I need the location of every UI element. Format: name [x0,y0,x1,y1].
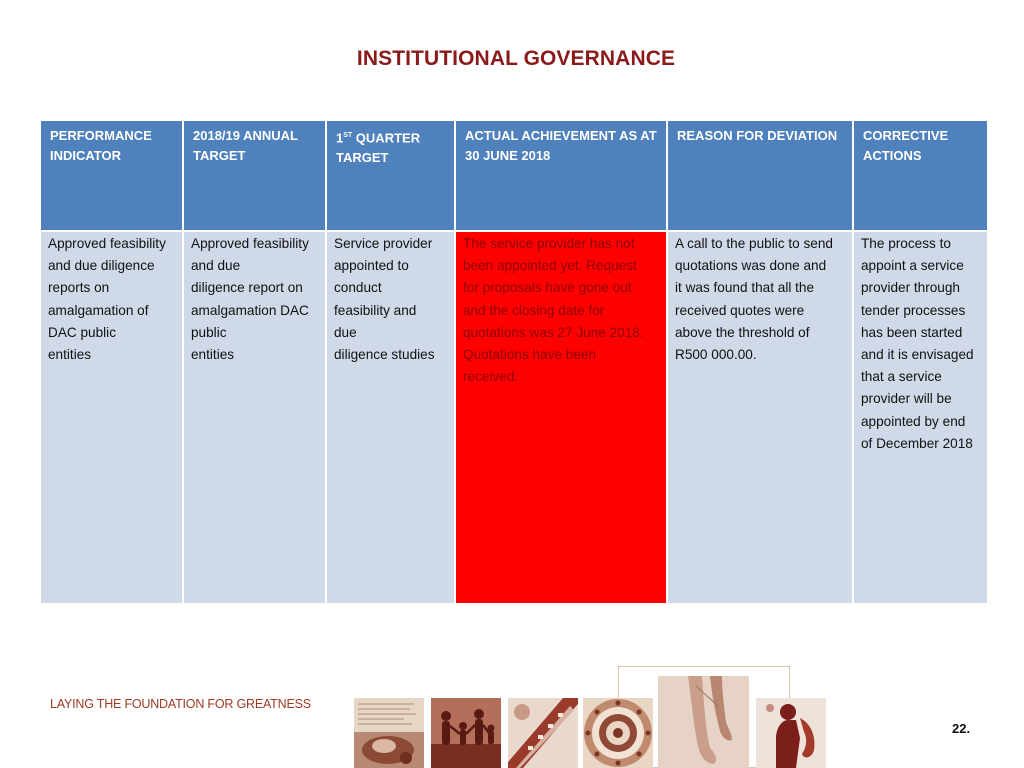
header-annual-target: 2018/19 ANNUAL TARGET [183,120,326,231]
cell-corrective-actions-text: The process to appoint a service provider through tender processes has been started and it is envisaged that a service provider will be appointed by end of December 2018 [861,236,974,451]
saxophone-player-image [756,698,826,768]
governance-table [39,119,989,605]
cell-performance-indicator [40,231,183,604]
header-actual-achievement: ACTUAL ACHIEVEMENT AS AT 30 JUNE 2018 [455,120,667,231]
cell-performance-indicator-text: Approved feasibility and due diligence reports on amalgamation of DAC public entities [48,236,166,363]
table-header-row [40,120,988,231]
cell-reason-for-deviation [667,231,853,604]
ballet-shoes-image [658,676,749,768]
page-title: INSTITUTIONAL GOVERNANCE [356,47,676,70]
header-quarter-number: 1 [336,130,344,146]
header-quarter-target [326,120,455,231]
header-quarter-ordinal: ST [343,132,353,139]
typewriter-image [354,698,424,768]
cell-actual-achievement-text: The service provider has not been appointed yet. Request for proposals have gone out and the closing date for quotations was 27 June 2018. Quotations have been received. [463,236,644,385]
cell-annual-target-text: Approved feasibility and due diligence report on amalgamation DAC public entities [191,236,309,363]
family-silhouette-image [431,698,501,768]
page-number: 22. [952,721,971,736]
header-quarter-label: QUARTER TARGET [336,130,421,166]
header-reason-for-deviation: REASON FOR DEVIATION [667,120,853,231]
footer-tagline: LAYING THE FOUNDATION FOR GREATNESS [50,697,311,711]
cell-reason-for-deviation-text: A call to the public to send quotations was done and it was found that all the received quotes were above the threshold of R500 000.00. [675,236,833,363]
header-performance-indicator: PERFORMANCE INDICATOR [40,120,183,231]
table-row [40,231,988,604]
cell-actual-achievement [455,231,667,604]
cell-annual-target [183,231,326,604]
cell-quarter-target [326,231,455,604]
footer-image-strip [354,665,834,768]
cell-quarter-target-text: Service provider appointed to conduct feasibility and due diligence studies [334,236,435,363]
beadwork-image [583,698,653,768]
film-reel-image [508,698,578,768]
header-corrective-actions: CORRECTIVE ACTIONS [853,120,988,231]
cell-corrective-actions [853,231,988,604]
